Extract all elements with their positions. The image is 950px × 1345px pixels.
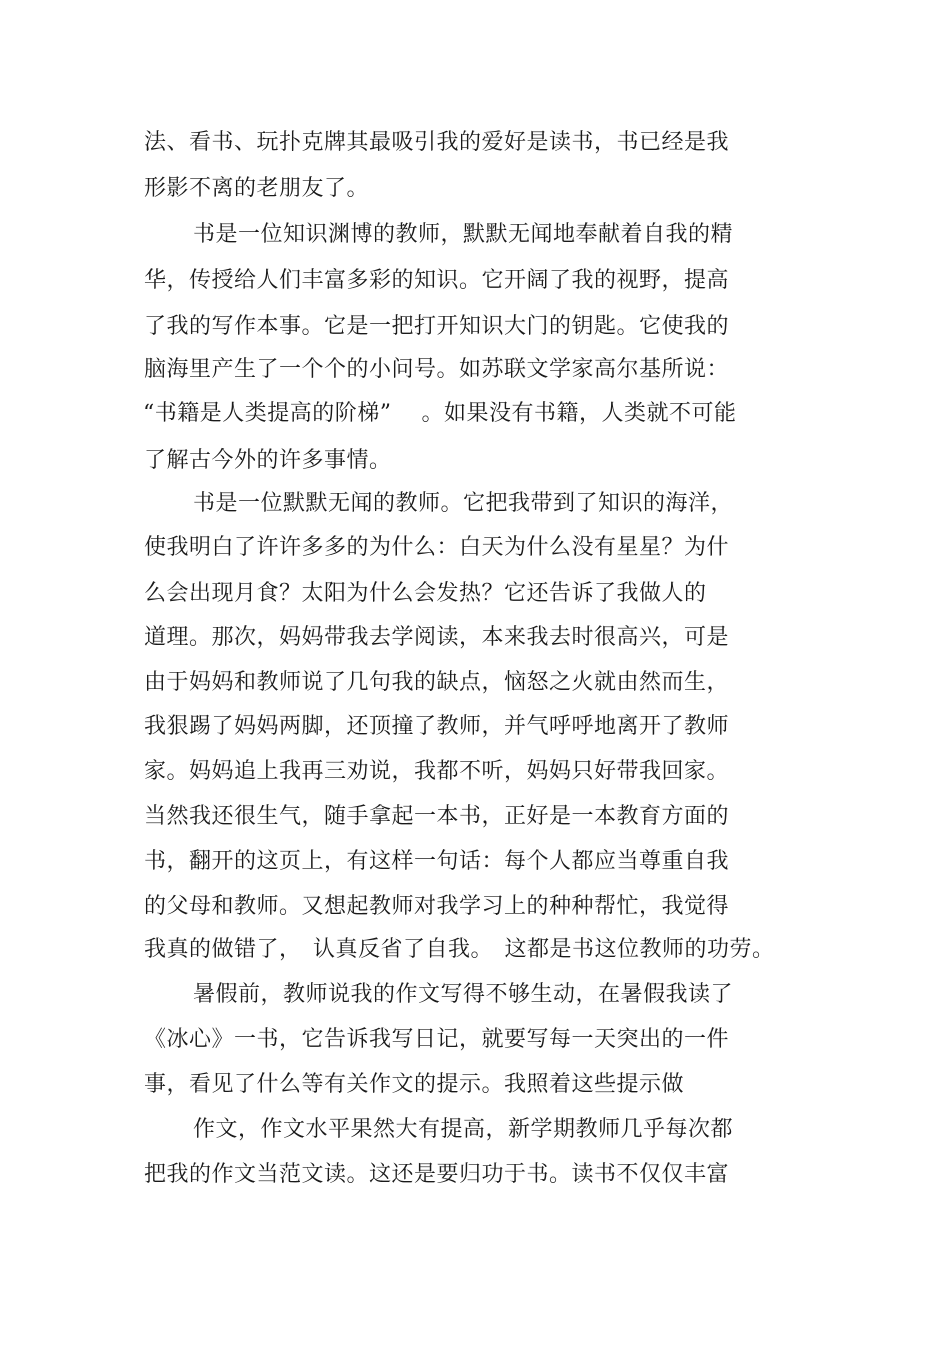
text-line: 事，看见了什么等有关作文的提示。我照着这些提示做 [144, 1072, 685, 1097]
text-line: 书，翻开的这页上，有这样一句话：每个人都应当尊重自我 [144, 849, 730, 874]
text-line: 道理。那次，妈妈带我去学阅读，本来我去时很高兴，可是 [144, 625, 730, 650]
paragraph-first-line: 书是一位默默无闻的教师。它把我带到了知识的海洋， [193, 491, 734, 516]
paragraph-first-line: 作文，作文水平果然大有提高，新学期教师几乎每次都 [193, 1117, 734, 1142]
text-line: “书籍是人类提高的阶梯” 。如果没有书籍，人类就不可能 [143, 401, 737, 426]
text-line: 华，传授给人们丰富多彩的知识。它开阔了我的视野，提高 [144, 268, 730, 293]
text-line: 了我的写作本事。它是一把打开知识大门的钥匙。它使我的 [144, 314, 730, 339]
text-line: 《冰心》一书，它告诉我写日记，就要写每一天突出的一件 [144, 1027, 730, 1052]
text-line: 的父母和教师。又想起教师对我学习上的种种帮忙，我觉得 [144, 894, 730, 919]
text-line: 了解古今外的许多事情。 [144, 448, 392, 473]
text-line: 当然我还很生气，随手拿起一本书，正好是一本教育方面的 [144, 804, 730, 829]
text-line: 我狠踢了妈妈两脚，还顶撞了教师，并气呼呼地离开了教师 [144, 714, 730, 739]
text-line: 法、看书、玩扑克牌其最吸引我的爱好是读书，书已经是我 [144, 130, 730, 155]
text-line: 家。妈妈追上我再三劝说，我都不听，妈妈只好带我回家。 [144, 759, 730, 784]
paragraph-first-line: 暑假前，教师说我的作文写得不够生动，在暑假我读了 [193, 982, 734, 1007]
text-line: 么会出现月食？太阳为什么会发热？它还告诉了我做人的 [144, 581, 707, 606]
text-line: 形影不离的老朋友了。 [144, 176, 370, 201]
paragraph-first-line: 书是一位知识渊博的教师，默默无闻地奉献着自我的精 [193, 222, 734, 247]
text-line: 我真的做错了， 认真反省了自我。 这都是书这位教师的功劳。 [144, 937, 775, 962]
text-line: 把我的作文当范文读。这还是要归功于书。读书不仅仅丰富 [144, 1162, 730, 1187]
text-line: 由于妈妈和教师说了几句我的缺点，恼怒之火就由然而生， [144, 670, 730, 695]
text-line: 使我明白了许许多多的为什么：白天为什么没有星星？为什 [144, 535, 730, 560]
text-line: 脑海里产生了一个个的小问号。如苏联文学家高尔基所说： [144, 357, 730, 382]
